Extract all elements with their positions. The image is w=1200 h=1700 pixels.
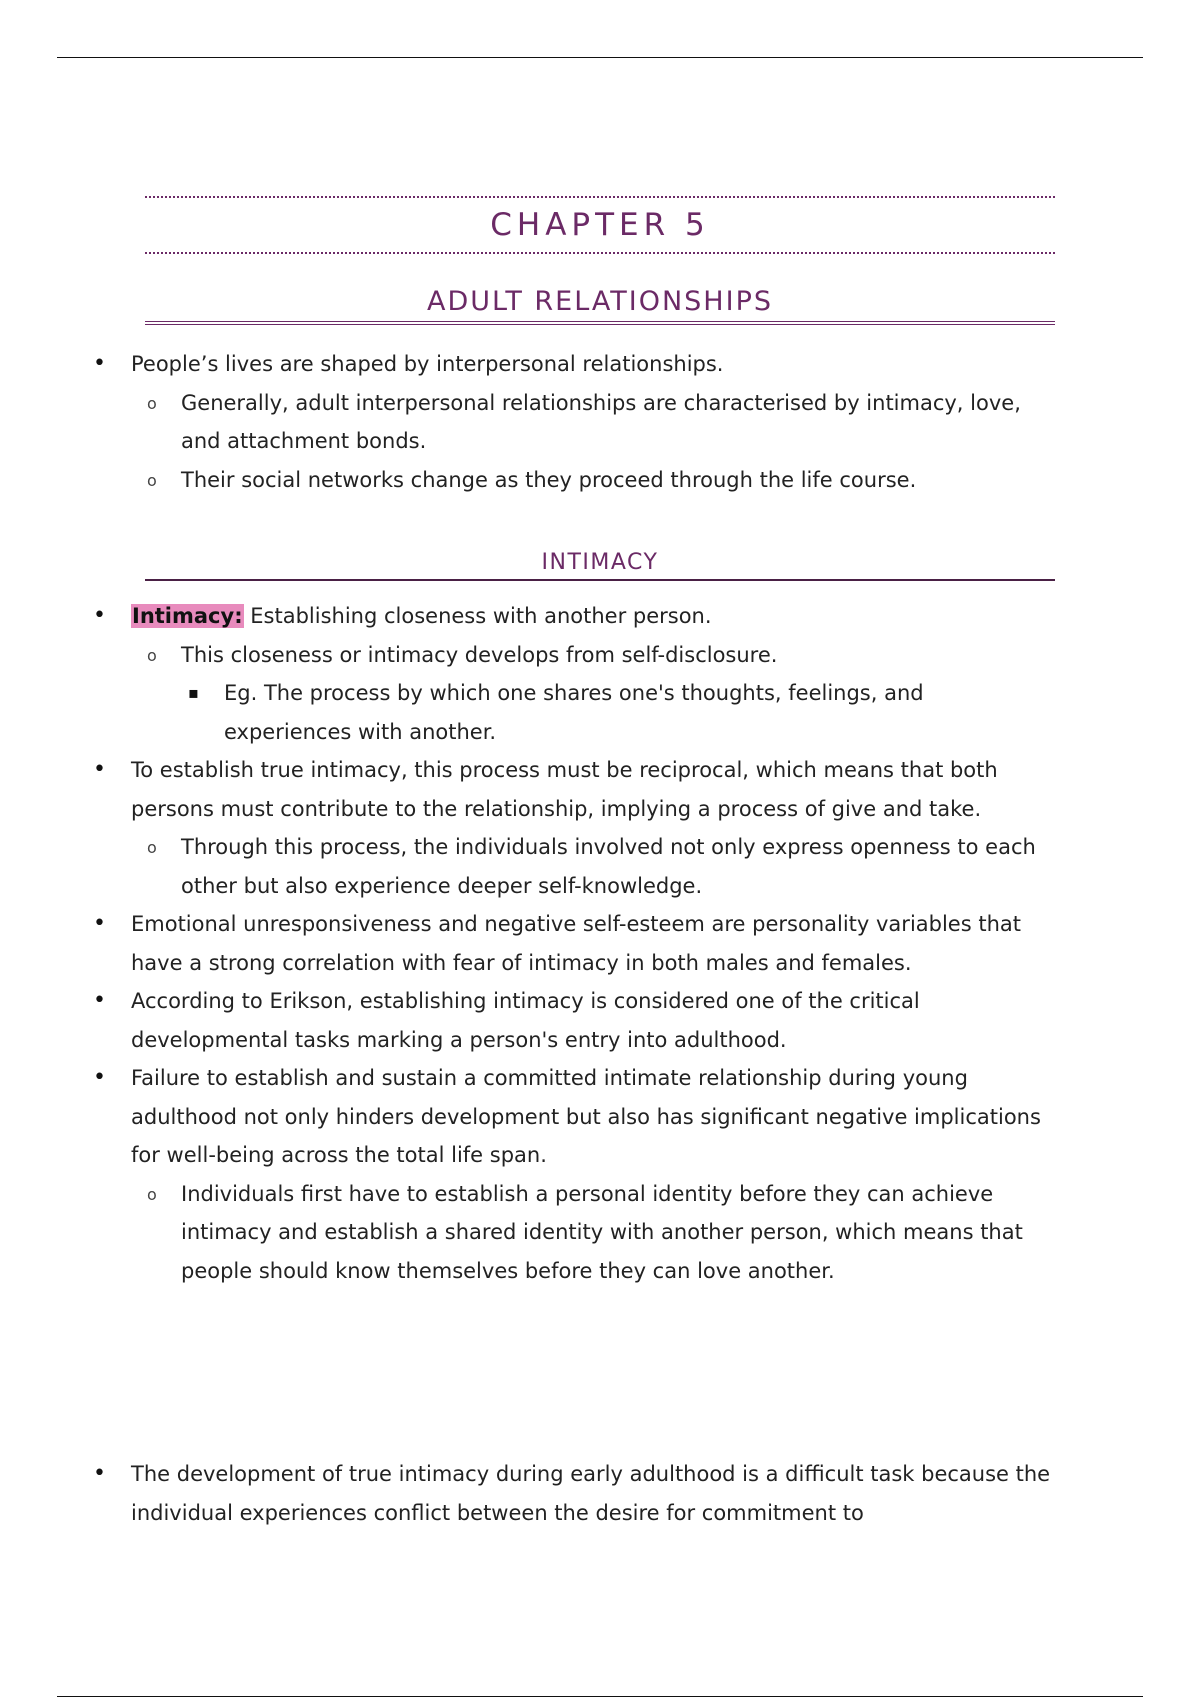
- section-heading-intimacy: INTIMACY: [145, 550, 1055, 581]
- chapter-title: CHAPTER 5: [490, 207, 710, 243]
- list-item-text: Emotional unresponsiveness and negative self-esteem are personality variables that have a strong correlation with fear of intimacy in both males and females.: [131, 912, 1021, 975]
- list-item: [0, 905, 1200, 982]
- list-item-text: This closeness or intimacy develops from self-disclosure.: [181, 642, 778, 667]
- list-item: [0, 828, 1200, 905]
- list-item: [0, 461, 1200, 500]
- list-item-text: Failure to establish and sustain a committed intimate relationship during young adulthood not only hinders development but also has significant negative implications for well-being across the total life span.: [131, 1066, 1041, 1167]
- section-heading-adult-relationships: ADULT RELATIONSHIPS: [145, 286, 1055, 325]
- list-item: [0, 1455, 1200, 1532]
- list-item-text: Generally, adult interpersonal relationships are characterised by intimacy, love, and attachment bonds.: [181, 390, 1021, 453]
- intimacy-list: [0, 597, 1200, 1290]
- list-item: [0, 982, 1200, 1059]
- list-item-text: The development of true intimacy during early adulthood is a difficult task because the individual experiences conflict between the desire for commitment to: [131, 1462, 1051, 1525]
- list-item: [0, 636, 1200, 675]
- list-item: [0, 597, 1200, 636]
- list-item: [0, 674, 1200, 751]
- list-item-text: Through this process, the individuals involved not only express openness to each other but also experience deeper self-knowledge.: [181, 835, 1036, 898]
- page-bottom-rule: [57, 1696, 1143, 1697]
- list-item: [0, 1175, 1200, 1291]
- list-item: [0, 345, 1200, 384]
- list-item-text: According to Erikson, establishing intimacy is considered one of the critical developmental tasks marking a person's entry into adulthood.: [131, 989, 920, 1052]
- list-item-text: Establishing closeness with another person.: [243, 604, 712, 628]
- chapter-banner: [145, 196, 1055, 254]
- list-item-text: Eg. The process by which one shares one's thoughts, feelings, and experiences with another.: [224, 681, 924, 744]
- adult-relationships-list: [0, 345, 1200, 499]
- list-item-text: People’s lives are shaped by interpersonal relationships.: [131, 352, 724, 376]
- list-item-text: Their social networks change as they proceed through the life course.: [181, 467, 917, 492]
- list-item: [0, 384, 1200, 461]
- list-item: [0, 1059, 1200, 1175]
- page-top-rule: [57, 57, 1143, 58]
- intimacy-continued-list: [0, 1455, 1200, 1532]
- list-item: [0, 751, 1200, 828]
- list-item-text: Individuals first have to establish a personal identity before they can achieve intimacy and establish a shared identity with another person, which means that people should know themselves before they can love another.: [181, 1181, 1023, 1283]
- list-item-text: To establish true intimacy, this process must be reciprocal, which means that both persons must contribute to the relationship, implying a process of give and take.: [131, 758, 998, 821]
- highlighted-term: Intimacy:: [132, 604, 243, 628]
